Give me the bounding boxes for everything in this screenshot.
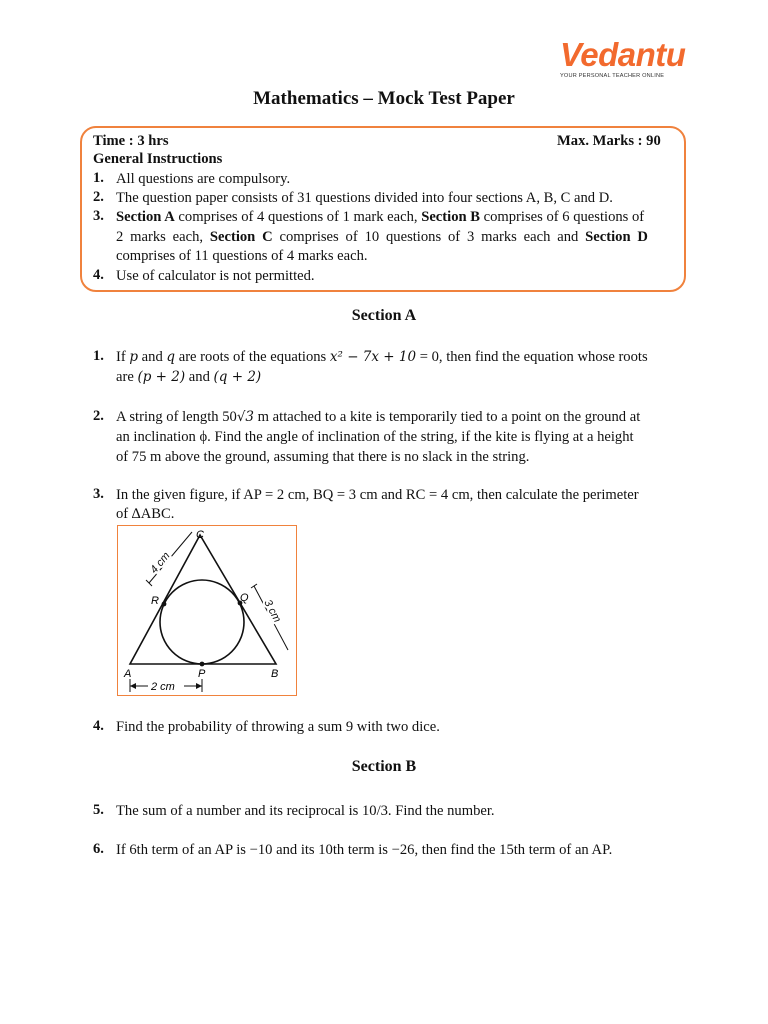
text-fragment: are (116, 369, 138, 385)
text-fragment: and (138, 349, 167, 365)
section-ref: Section B (421, 209, 480, 225)
section-ref: Section A (116, 209, 175, 225)
question-2-line2: an inclination ϕ. Find the angle of inclination of the string, if the kite is flying at a height (116, 429, 634, 445)
vedantu-logo (560, 36, 686, 82)
question-number: 3. (93, 486, 104, 502)
label-p: P (198, 668, 206, 680)
incircle (160, 580, 244, 664)
label-a: A (124, 668, 132, 680)
question-4-text: Find the probability of throwing a sum 9 with two dice. (116, 719, 440, 735)
question-2-line1 (116, 408, 640, 427)
math-expr: (p + 2) (137, 369, 186, 385)
question-number: 2. (93, 408, 104, 424)
question-6-text: If 6th term of an AP is −10 and its 10th term is −26, then find the 15th term of an AP. (116, 842, 613, 858)
section-a-heading: Section A (351, 307, 417, 324)
text-fragment: If (116, 349, 130, 365)
page-title: Mathematics – Mock Test Paper (253, 88, 515, 109)
section-ref: Section C (209, 229, 273, 245)
instruction-num: 3. (93, 208, 104, 224)
arrowhead (196, 683, 202, 689)
question-number: 1. (93, 348, 104, 364)
instruction-fragment: 2 marks each, (116, 229, 210, 245)
instruction-text: The question paper consists of 31 questions divided into four sections A, B, C and D. (116, 190, 613, 206)
question-3-line1: In the given figure, if AP = 2 cm, BQ = 3 cm and RC = 4 cm, then calculate the perimeter (116, 487, 639, 503)
bq-label: 3 cm (261, 597, 284, 625)
triangle-figure (117, 525, 297, 696)
text-fragment: A string of length 50 (116, 409, 237, 425)
question-1-line2 (116, 368, 261, 387)
math-var: p (129, 349, 139, 365)
text-fragment: and (185, 369, 214, 385)
question-2-line3: of 75 m above the ground, assuming that there is no slack in the string. (116, 449, 530, 465)
label-b: B (271, 668, 279, 680)
question-5-text: The sum of a number and its reciprocal is 10/3. Find the number. (116, 803, 495, 819)
question-1-line1 (116, 348, 648, 367)
instruction-text (116, 228, 648, 247)
instruction-text: comprises of 11 questions of 4 marks each. (116, 248, 368, 264)
ap-label: 2 cm (151, 681, 175, 693)
question-number: 6. (93, 841, 104, 857)
rc-label: 4 cm (148, 549, 173, 576)
logo-brand: Vedantu (560, 36, 686, 73)
section-b-heading: Section B (351, 758, 417, 775)
instruction-fragment: comprises of 4 questions of 1 mark each, (174, 209, 422, 225)
instruction-num: 2. (93, 189, 104, 205)
text-fragment: are roots of the equations (175, 349, 330, 365)
instruction-fragment: comprises of 6 questions of (479, 209, 645, 225)
point-p (200, 662, 205, 667)
bq-tick (251, 584, 257, 588)
question-number: 5. (93, 802, 104, 818)
arrowhead (130, 683, 136, 689)
label-c: C (196, 529, 204, 541)
time-label: Time : 3 hrs (93, 133, 169, 149)
point-r (162, 602, 167, 607)
label-r: R (151, 595, 159, 607)
instruction-num: 4. (93, 267, 104, 283)
instruction-num: 1. (93, 170, 104, 186)
math-expr: x² − 7x + 10 (329, 349, 417, 365)
text-fragment: = 0, then find the equation whose roots (416, 349, 648, 365)
instruction-text (116, 208, 644, 227)
triangle-diagram (118, 526, 298, 697)
text-fragment: m attached to a kite is temporarily tied to a point on the ground at (254, 409, 641, 425)
section-ref: Section D (585, 229, 648, 245)
instruction-text: All questions are compulsory. (116, 171, 291, 187)
max-marks-label: Max. Marks : 90 (557, 133, 661, 149)
math-var: q (166, 349, 176, 365)
label-q: Q (240, 592, 249, 604)
math-expr: (q + 2) (213, 369, 262, 385)
instructions-heading: General Instructions (93, 151, 223, 167)
instruction-fragment: comprises of 10 questions of 3 marks each and (272, 229, 586, 245)
math-expr: √3 (236, 409, 255, 425)
question-number: 4. (93, 718, 104, 734)
instruction-text: Use of calculator is not permitted. (116, 268, 315, 284)
question-3-line2: of ∆ABC. (116, 506, 175, 522)
logo-tagline: YOUR PERSONAL TEACHER ONLINE (560, 73, 665, 79)
